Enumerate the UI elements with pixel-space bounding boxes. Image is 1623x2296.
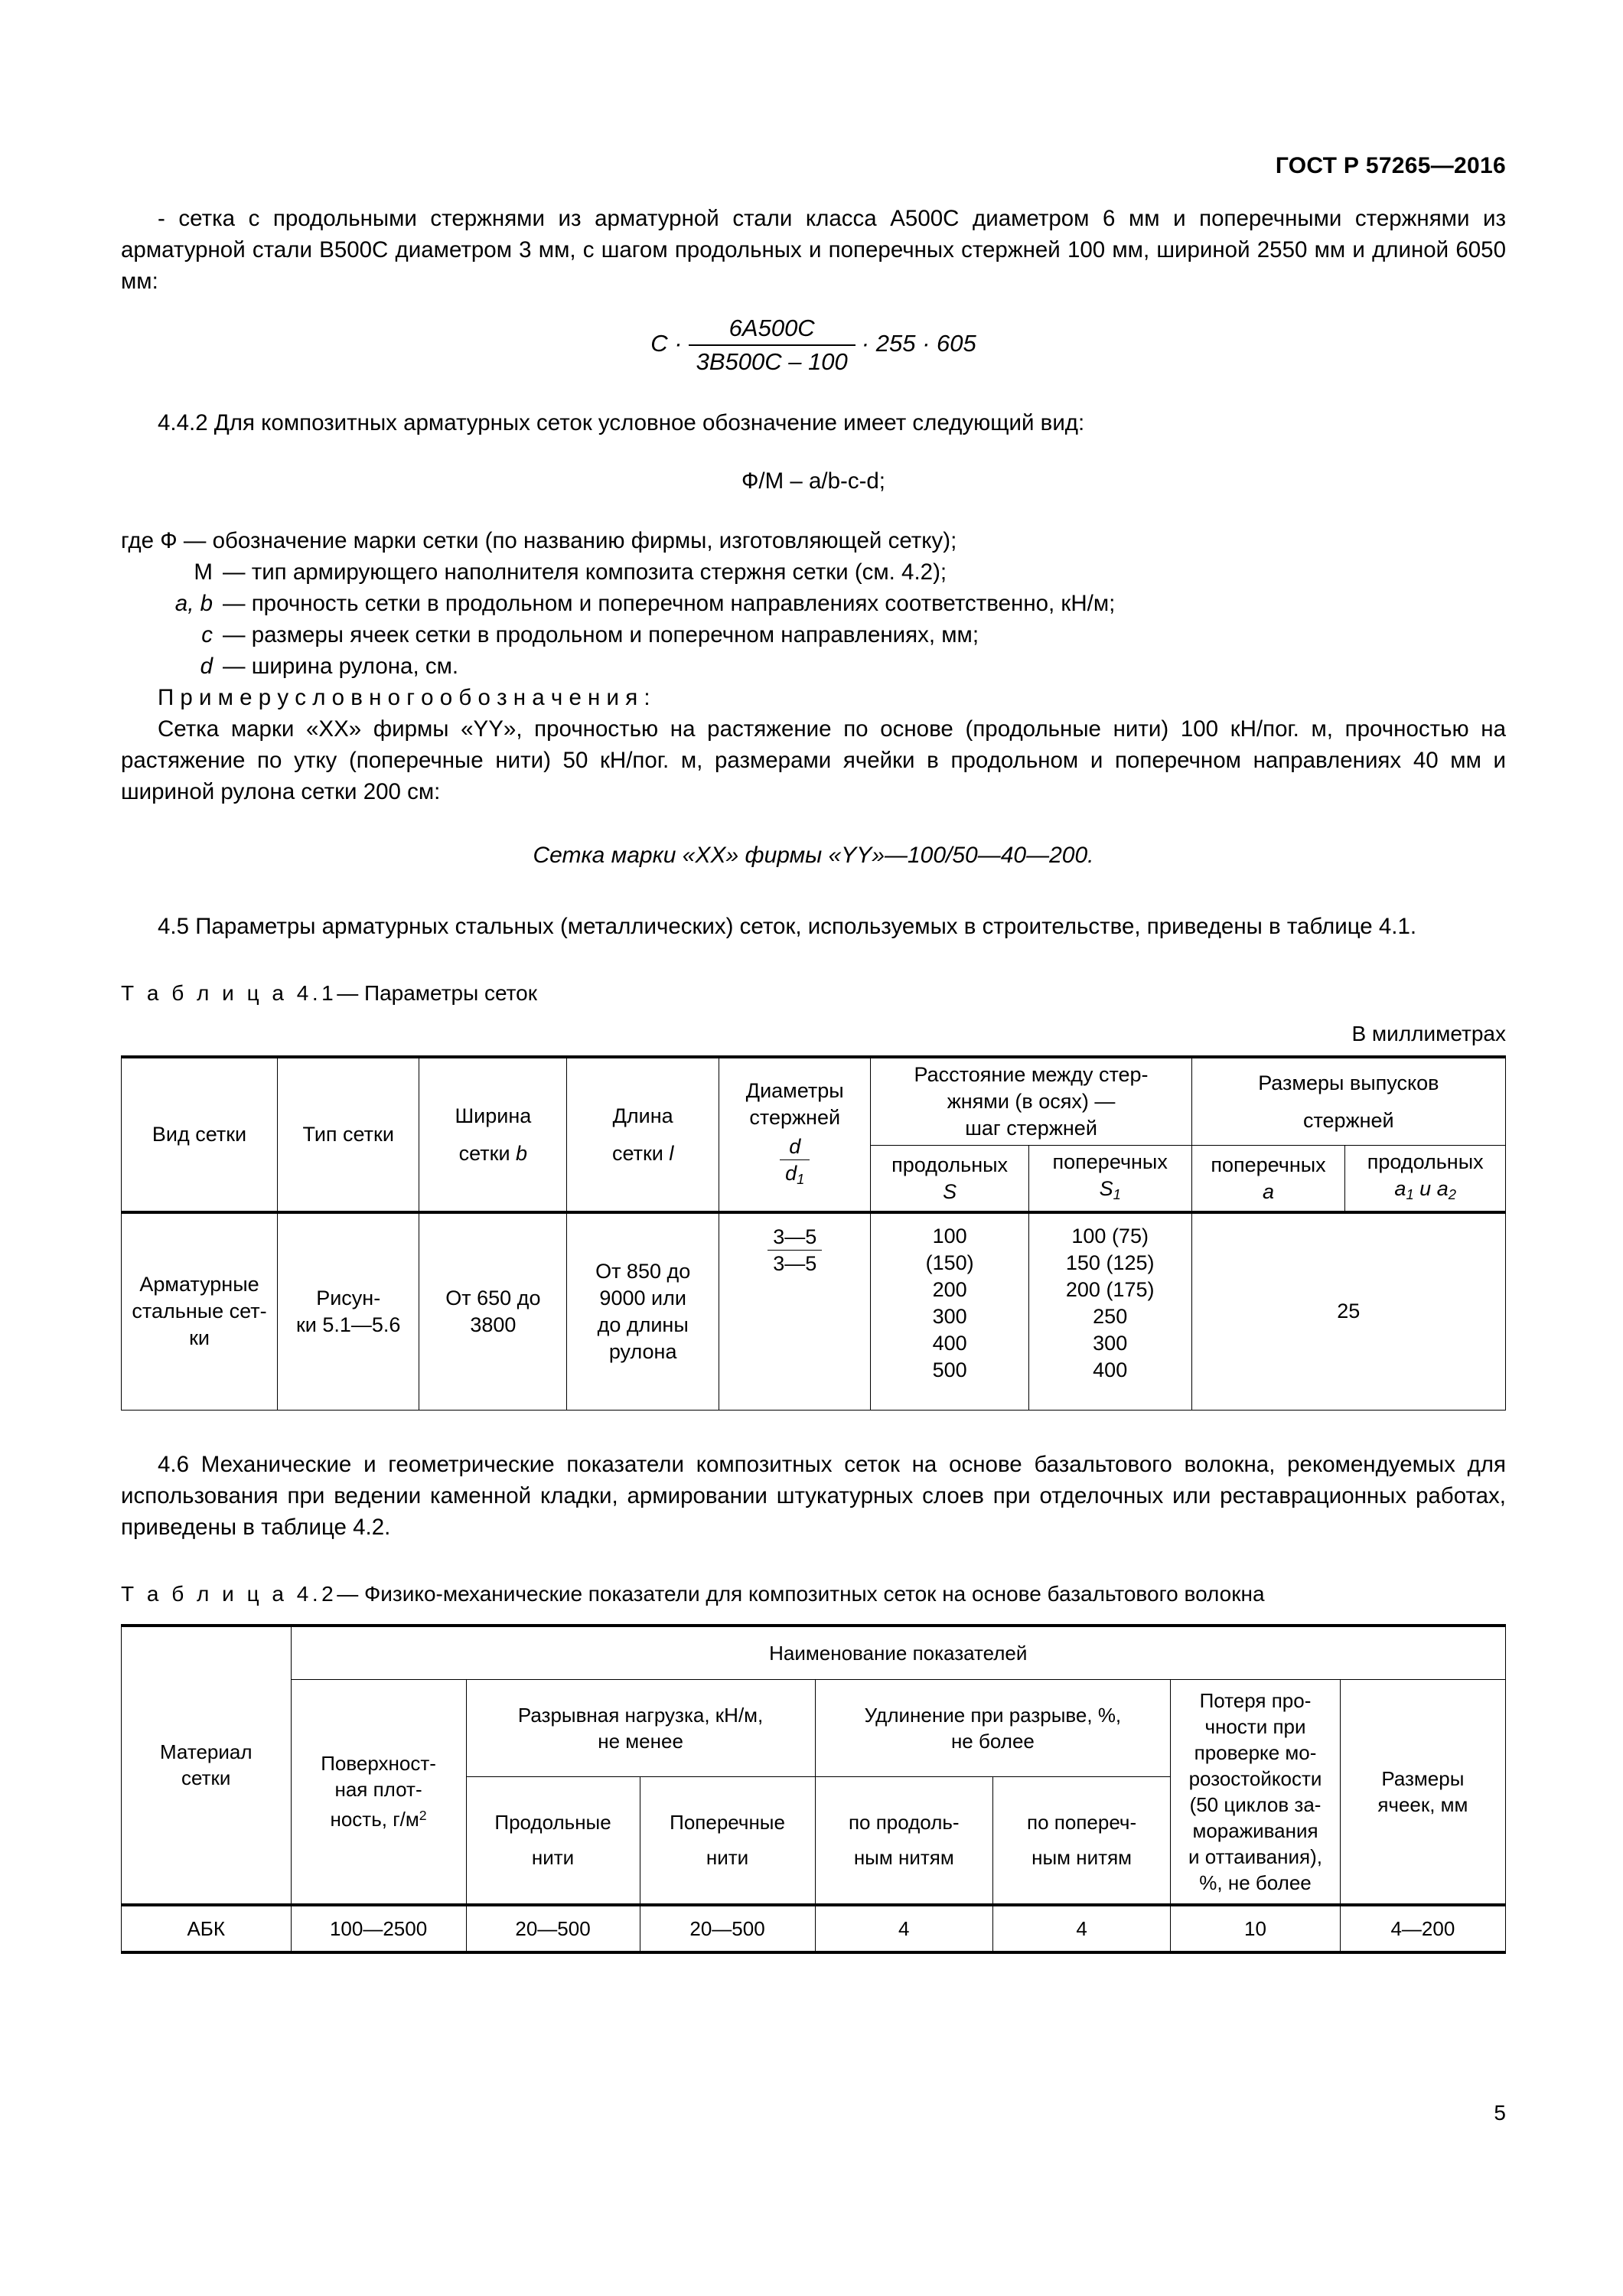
definition-item: [121, 651, 1506, 682]
th-diametry-denominator: $d_1$: [785, 1162, 805, 1188]
td-shag-prodolnyh-2: 200: [932, 1278, 967, 1302]
th42-po-poperech-line1: по попереч-: [1027, 1811, 1137, 1835]
th42-naimenovanie-pokazatelej: Наименование показателей: [291, 1626, 1505, 1680]
th42-po-prodol-line1: по продоль-: [848, 1811, 960, 1835]
td-shag-prodolnyh-1: (150): [925, 1251, 974, 1275]
table-4-2-header-row-1: [122, 1626, 1506, 1680]
formula-denominator: 3В500С – 100: [696, 348, 848, 375]
th-rasstoyanie-group: [871, 1057, 1191, 1146]
td-shag-poperechnyh-0: 100 (75): [1071, 1225, 1149, 1248]
definition-term: c: [201, 622, 213, 647]
td42-udlinenie-poperech: 4: [992, 1905, 1170, 1952]
section-4-5-text: 4.5 Параметры арматурных стальных (металлических) сеток, используемых в строительстве, приведены в таблице 4.1.: [158, 914, 1417, 939]
td-vypuski: 25: [1191, 1212, 1505, 1410]
th-dlina-line2: сетки l: [611, 1141, 674, 1165]
td-dlina-line-3: рулона: [608, 1339, 677, 1363]
th42-po-prodolnym-nityam: [815, 1776, 992, 1905]
definitions-list: [121, 525, 1506, 682]
th-shirina-line2: сетки b: [458, 1141, 528, 1165]
th42-material-line1: Материал: [159, 1740, 253, 1764]
td-shag-prodolnyh: [871, 1212, 1028, 1410]
th-diametry-fraction: [780, 1134, 810, 1192]
th42-poterya-line5: (50 циклов за-: [1189, 1792, 1322, 1816]
td-shag-poperechnyh-4: 300: [1093, 1332, 1128, 1355]
td-shirina-line-1: 3800: [470, 1313, 517, 1336]
table-4-1-caption-text: — Параметры сеток: [337, 981, 537, 1005]
example-designation: Сетка марки «XX» фирмы «YY»—100/50—40—200.: [533, 843, 1094, 868]
th42-plotnost-line3: ность, $г/м^2$: [330, 1808, 427, 1831]
td-shag-poperechnyh-5: 400: [1093, 1358, 1128, 1382]
td-tip-line-1: ки 5.1—5.6: [295, 1313, 401, 1336]
th42-udlinenie-pri-razryve: [815, 1679, 1171, 1776]
td-vid-line-1: стальные сет-: [132, 1300, 267, 1323]
td-diametry-denominator: 3—5: [773, 1252, 817, 1276]
th42-material-setki: [122, 1626, 292, 1906]
section-4-4-2-text: 4.4.2 Для композитных арматурных сеток условное обозначение имеет следующий вид:: [158, 410, 1085, 435]
th42-poterya-line1: Потеря про-: [1199, 1688, 1312, 1712]
th-diametry-numerator: d: [780, 1134, 810, 1160]
th-poperechnyh-s1: [1028, 1146, 1191, 1213]
th-poperechnyh-s1-symbol: $S_1$: [1099, 1177, 1121, 1203]
definition-desc: — тип армирующего наполнителя композита стержня сетки (см. 4.2);: [223, 559, 947, 585]
th42-prodolnye-line1: Продольные: [494, 1811, 611, 1835]
th42-po-poperech-line2: ным нитям: [1031, 1846, 1133, 1870]
th-razmery-line1: Размеры выпусков: [1258, 1071, 1439, 1094]
th42-razmery-yacheek: [1340, 1679, 1505, 1905]
example-heading: П р и м е р у с л о в н о г о о б о з н а ч е н и я :: [158, 685, 650, 710]
definition-desc: — ширина рулона, см.: [223, 654, 459, 679]
th42-razryvnaya-line2: не менее: [598, 1729, 683, 1753]
definition-term: a, b: [174, 591, 213, 616]
td-vid-setki: [122, 1212, 278, 1410]
th42-po-poperechnym-nityam: [992, 1776, 1170, 1905]
definition-term: d: [200, 654, 213, 679]
page-number: 5: [1494, 2101, 1506, 2125]
th42-poterya-line4: розостойкости: [1188, 1766, 1322, 1790]
td-diametry-fraction: [768, 1225, 822, 1276]
td-dlina: [567, 1212, 719, 1410]
th42-razmery-line1: Размеры: [1381, 1766, 1465, 1790]
th-tip-setki: Тип сетки: [278, 1057, 419, 1212]
td-shag-prodolnyh-5: 500: [932, 1358, 967, 1382]
th42-poperechnye-niti: [640, 1776, 815, 1905]
table-4-2-caption-label: Т а б л и ц а 4.2: [121, 1581, 337, 1606]
td-diametry: [719, 1212, 871, 1410]
td-dlina-line-1: 9000 или: [599, 1286, 686, 1309]
table-4-2-caption-text: — Физико-механические показатели для композитных сеток на основе базальтового волокна: [337, 1581, 1265, 1606]
definition-desc: — размеры ячеек сетки в продольном и поперечном направлениях, мм;: [223, 622, 979, 647]
th42-poverhnostnaya-plotnost: [291, 1679, 466, 1905]
td42-plotnost: 100—2500: [291, 1905, 466, 1952]
example-body: Сетка марки «XX» фирмы «YY», прочностью на растяжение по основе (продольные нити) 100 кН/пог. м, прочностью на растяжение по утку (поперечные нити) 50 кН/пог. м, размерами ячейки в продольном и поперечном направлениях 40 мм и шириной рулона сетки 200 см:: [121, 716, 1506, 804]
td-dlina-line-2: до длины: [597, 1313, 689, 1336]
th42-poperechnye-line1: Поперечные: [670, 1811, 785, 1835]
formula-numerator: 6А500С: [689, 314, 855, 346]
td-shirina-line-0: От 650 до: [445, 1286, 541, 1309]
th-prodolnyh-a1a2-symbol: $a_1$ и $a_2$: [1394, 1177, 1456, 1203]
th-diametry-line2: стержней: [749, 1106, 841, 1129]
section-4-4-2-designation: Ф/М – a/b-c-d;: [741, 468, 885, 494]
td-shag-poperechnyh: [1028, 1212, 1191, 1410]
table-4-2-header-row-2: [122, 1679, 1506, 1776]
th-diametry-sterzhnej: [719, 1057, 871, 1212]
definition-item: [121, 588, 1506, 619]
th-prodolnyh-s-label: продольных: [891, 1153, 1009, 1176]
th42-poperechnye-line2: нити: [706, 1846, 749, 1870]
td-vid-line-0: Арматурные: [139, 1273, 259, 1296]
th-rasstoyanie-line2: жнями (в осях) —: [947, 1090, 1116, 1113]
document-body: [121, 203, 1506, 1954]
td-vid-line-2: ки: [189, 1326, 210, 1350]
td-shag-prodolnyh-4: 400: [932, 1332, 967, 1355]
td-diametry-numerator: 3—5: [768, 1225, 822, 1251]
th-razmery-line2: стержней: [1302, 1108, 1394, 1132]
td42-poterya: 10: [1171, 1905, 1341, 1952]
th42-prodolnye-niti: [466, 1776, 640, 1905]
th-dlina-line1: Длина: [612, 1104, 673, 1127]
formula-lead: С ·: [650, 330, 683, 357]
th42-poterya-line8: %, не более: [1199, 1870, 1312, 1894]
th42-poterya-line2: чности при: [1204, 1714, 1306, 1738]
td-shag-poperechnyh-2: 200 (175): [1065, 1278, 1155, 1302]
td-dlina-line-0: От 850 до: [595, 1259, 691, 1283]
table-4-1-caption: [121, 979, 1506, 1008]
table-4-1: [121, 1055, 1506, 1411]
th-poperechnyh-s1-label: поперечных: [1052, 1150, 1168, 1173]
td42-udlinenie-prodol: 4: [815, 1905, 992, 1952]
th-vid-setki: Вид сетки: [122, 1057, 278, 1212]
th42-poterya-line6: мораживания: [1192, 1818, 1318, 1842]
td42-poperechnye: 20—500: [640, 1905, 815, 1952]
td-shag-prodolnyh-0: 100: [932, 1225, 967, 1248]
td-tip-setki: [278, 1212, 419, 1410]
td42-material: АБК: [122, 1905, 292, 1952]
formula-tail: · 255 · 605: [861, 330, 976, 357]
table-4-2-data-row: [122, 1905, 1506, 1952]
th-poperechnyh-a-symbol: a: [1262, 1179, 1275, 1203]
th-rasstoyanie-line3: шаг стержней: [965, 1117, 1097, 1140]
th42-razryvnaya-line1: Разрывная нагрузка, кН/м,: [517, 1703, 764, 1727]
th42-udlinenie-line1: Удлинение при разрыве, %,: [864, 1703, 1122, 1727]
th42-plotnost-line1: Поверхност-: [321, 1752, 436, 1776]
th-prodolnyh-s: [871, 1146, 1028, 1213]
td-shag-prodolnyh-3: 300: [932, 1305, 967, 1329]
definition-term: М: [194, 559, 213, 585]
th42-poterya-line7: и оттаивания),: [1188, 1844, 1322, 1868]
formula-fraction: [689, 314, 855, 377]
th-razmery-vypuskov-group: [1191, 1057, 1505, 1146]
td-shag-poperechnyh-3: 250: [1093, 1305, 1128, 1329]
table-4-2: [121, 1624, 1506, 1955]
td-tip-line-0: Рисун-: [316, 1286, 381, 1309]
th42-plotnost-line2: ная плот-: [334, 1778, 422, 1802]
definition-desc: — прочность сетки в продольном и поперечном направлениях соответственно, кН/м;: [223, 591, 1116, 616]
definition-item: [121, 619, 1506, 651]
th42-prodolnye-line2: нити: [531, 1846, 575, 1870]
th42-po-prodol-line2: ным нитям: [853, 1846, 954, 1870]
th-rasstoyanie-line1: Расстояние между стер-: [914, 1063, 1149, 1086]
th42-razmery-line2: ячеек, мм: [1377, 1792, 1468, 1816]
th-prodolnyh-a1a2: [1345, 1146, 1506, 1213]
td-shag-poperechnyh-1: 150 (125): [1065, 1251, 1155, 1275]
td42-prodolnye: 20—500: [466, 1905, 640, 1952]
intro-paragraph: - сетка с продольными стержнями из арматурной стали класса А500С диаметром 6 мм и поперечными стержнями из арматурной стали В500С диаметром 3 мм, с шагом продольных и поперечных стержней 100 мм, шириной 2550 мм и длиной 6050 мм:: [121, 206, 1506, 294]
definition-item: [121, 556, 1506, 588]
definitions-lead: где Ф — обозначение марки сетки (по названию фирмы, изготовляющей сетку);: [121, 528, 957, 553]
designation-formula: [121, 314, 1506, 377]
th42-udlinenie-line2: не более: [950, 1729, 1035, 1753]
table-4-1-caption-label: Т а б л и ц а 4.1: [121, 981, 337, 1005]
th-shirina-line1: Ширина: [455, 1104, 532, 1127]
th42-poterya-line3: проверке мо-: [1194, 1740, 1317, 1764]
th-poperechnyh-a-label: поперечных: [1211, 1153, 1326, 1176]
th-prodolnyh-s-symbol: S: [943, 1179, 957, 1203]
td42-razmery: 4—200: [1340, 1905, 1505, 1952]
th-dlina-setki: [567, 1057, 719, 1212]
table-4-2-caption: [121, 1580, 1506, 1609]
td-shirina: [419, 1212, 567, 1410]
th-diametry-line1: Диаметры: [745, 1079, 844, 1102]
th-prodolnyh-a1a2-label: продольных: [1367, 1150, 1484, 1173]
table-4-1-units-note: В миллиметрах: [1351, 1022, 1506, 1045]
th-poperechnyh-a: [1191, 1146, 1345, 1213]
section-4-6-text: 4.6 Механические и геометрические показатели композитных сеток на основе базальтового волокна, рекомендуемых для использования при ведении каменной кладки, армировании штукатурных слоев при отделочных или реставрационных работах, приведены в таблице 4.2.: [121, 1451, 1506, 1540]
th42-razryvnaya-nagruzka: [466, 1679, 815, 1776]
document-header-standard-id: ГОСТ Р 57265—2016: [1275, 153, 1506, 178]
th-shirina-setki: [419, 1057, 567, 1212]
th42-material-line2: сетки: [181, 1766, 231, 1790]
table-4-1-header-row-1: [122, 1057, 1506, 1146]
th42-poterya-prochnosti: [1171, 1679, 1341, 1905]
table-4-1-data-row: [122, 1212, 1506, 1410]
